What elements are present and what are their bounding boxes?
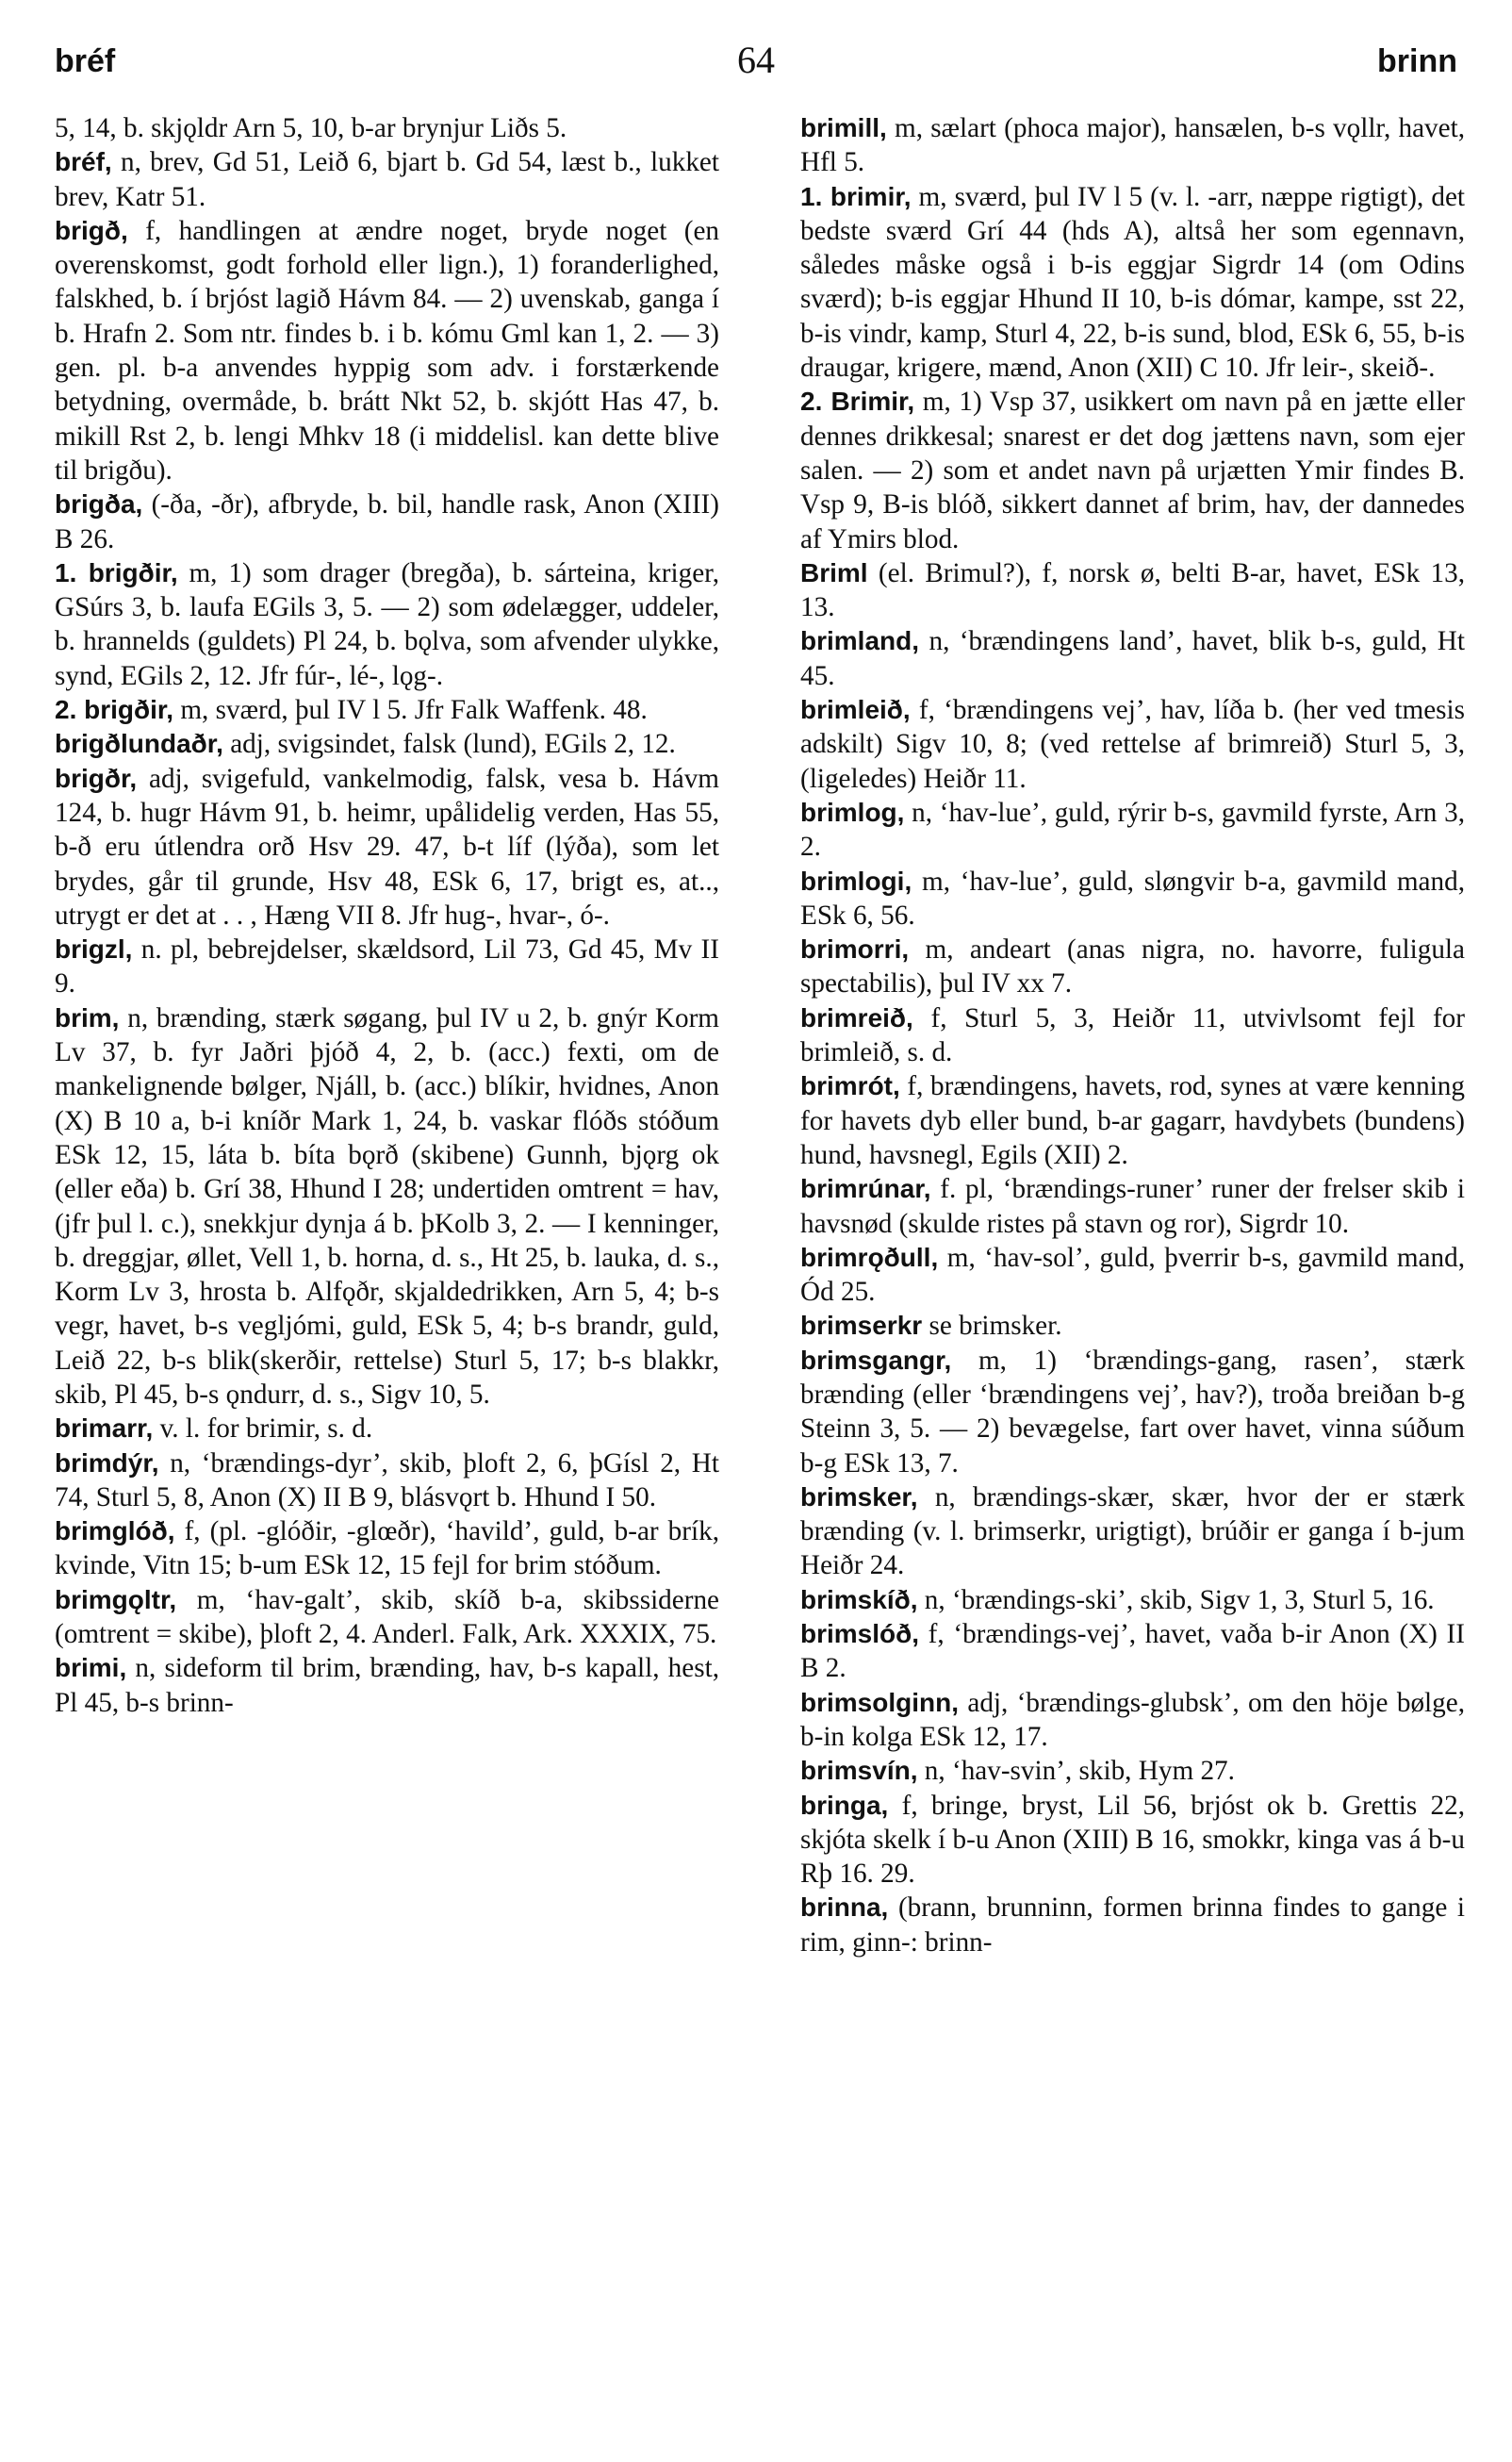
entry-definition: n, ‘hav-svin’, skib, Hym 27. bbox=[917, 1756, 1235, 1787]
dictionary-entry bbox=[55, 111, 719, 145]
right-column bbox=[800, 111, 1465, 1959]
dictionary-entry bbox=[55, 1412, 719, 1446]
entry-headword: brimglóð, bbox=[55, 1516, 175, 1546]
entry-definition: m, ‘hav-lue’, guld, sløngvir b-a, gavmild mand, ESk 6, 56. bbox=[800, 866, 1465, 931]
dictionary-entry bbox=[800, 180, 1465, 386]
page-number: 64 bbox=[737, 39, 775, 81]
entry-headword: brim, bbox=[55, 1002, 120, 1033]
entry-definition: n, ‘brændingens land’, havet, blik b-s, guld, Ht 45. bbox=[800, 626, 1465, 691]
entry-headword: brimorri, bbox=[800, 934, 910, 965]
entry-definition: n, ‘brændings-ski’, skib, Sigv 1, 3, Sturl 5, 16. bbox=[917, 1584, 1435, 1615]
dictionary-entry bbox=[800, 796, 1465, 865]
entry-definition: m, 1) ‘brændings-gang, rasen’, stærk brænding (eller ‘brændingens vej’, hav?), troða breiðan b-g Steinn 3, 5. — 2) bevægelse, fart over havet, vinna súðum b-g ESk 13, 7. bbox=[800, 1345, 1465, 1479]
entry-definition: (-ða, -ðr), afbryde, b. bil, handle rask, Anon (XIII) B 26. bbox=[55, 489, 719, 554]
entry-definition: 5, 14, b. skjǫldr Arn 5, 10, b-ar brynjur Liðs 5. bbox=[55, 113, 567, 143]
entry-definition: n. pl, bebrejdelser, skældsord, Lil 73, Gd 45, Mv II 9. bbox=[55, 934, 719, 1000]
entry-headword: brimdýr, bbox=[55, 1447, 159, 1478]
entry-headword: brigð, bbox=[55, 215, 128, 245]
entry-definition: n, ‘brændings-dyr’, skib, þloft 2, 6, þGísl 2, Ht 74, Sturl 5, 8, Anon (X) II B 9, blásvǫrt b. Hhund I 50. bbox=[55, 1447, 719, 1512]
entry-headword: 2. brigðir, bbox=[55, 695, 174, 725]
dictionary-entry bbox=[55, 1446, 719, 1515]
entry-headword: brimi, bbox=[55, 1653, 127, 1683]
dictionary-entry bbox=[800, 933, 1465, 1001]
entry-definition: (brann, brunninn, formen brinna findes to gange i rim, ginn-: brinn- bbox=[800, 1892, 1465, 1958]
entry-definition: f, ‘brændings-vej’, havet, vaða b-ir Anon (X) II B 2. bbox=[800, 1619, 1465, 1684]
entry-headword: 2. Brimir, bbox=[800, 387, 915, 417]
entry-definition: m, sværd, þul IV l 5 (v. l. -arr, næppe rigtigt), det bedste sværd Grí 44 (hds A), altså her som egennavn, således måske også i b-is eggjar Sigrdr 14 (om Odins sværd); b-is eggjar Hhund II 10, b-is dómar, kampe, sst 22, b-is vindr, kamp, Sturl 4, 22, b-is sund, blod, ESk 6, 55, b-is draugar, krigere, mænd, Anon (XII) C 10. Jfr leir-, skeið-. bbox=[800, 181, 1466, 384]
entry-headword: brigða, bbox=[55, 489, 143, 520]
dictionary-entry bbox=[800, 1480, 1465, 1583]
entry-definition: n, ‘hav-lue’, guld, rýrir b-s, gavmild fyrste, Arn 3, 2. bbox=[800, 797, 1465, 863]
header-last-word: brinn bbox=[1377, 43, 1457, 79]
entry-headword: brimsgangr, bbox=[800, 1345, 952, 1375]
entry-definition: f, Sturl 5, 3, Heiðr 11, utvivlsomt fejl for brimleið, s. d. bbox=[800, 1002, 1465, 1068]
dictionary-entry bbox=[800, 1583, 1465, 1617]
dictionary-entry bbox=[55, 145, 719, 214]
entry-headword: brigzl, bbox=[55, 934, 133, 965]
dictionary-entry bbox=[55, 1583, 719, 1652]
entry-headword: brimsker, bbox=[800, 1481, 918, 1512]
dictionary-entry bbox=[55, 1514, 719, 1583]
entry-definition: n, brev, Gd 51, Leið 6, bjart b. Gd 54, læst b., lukket brev, Katr 51. bbox=[55, 147, 719, 212]
dictionary-entry bbox=[800, 1001, 1465, 1070]
entry-headword: brimsvín, bbox=[800, 1756, 918, 1786]
dictionary-entry bbox=[55, 487, 719, 556]
entry-headword: brimsolginn, bbox=[800, 1687, 959, 1717]
entry-definition: adj, svigsindet, falsk (lund), EGils 2, 12. bbox=[222, 729, 676, 760]
dictionary-entry bbox=[800, 556, 1465, 625]
entry-headword: brimskíð, bbox=[800, 1584, 918, 1614]
running-head bbox=[55, 38, 1457, 94]
entry-definition: n, brænding, stærk søgang, þul IV u 2, b. gnýr Korm Lv 37, b. fyr Jaðri þjóð 4, 2, b. (acc.) fexti, om de mankelignende bølger, Njáll, b. (acc.) blíkir, hvidnes, Anon (X) B 10 a, b-i kníðr Mark 1, 24, b. vaskar flóðs stóðum ESk 12, 15, láta b. bíta bǫrð (skibene) Gunnh, bjǫrg ok (eller eða) b. Grí 38, Hhund I 28; undertiden omtrent = hav, (jfr þul l. c.), snekkjur dynja á b. þKolb 3, 2. — I kenninger, b. dreggjar, øllet, Vell 1, b. horna, d. s., Ht 25, b. lauka, d. s., Korm Lv 3, hrosta b. Alfǫðr, skjaldedrikken, Arn 5, 4; b-s vegr, havet, b-s vegljómi, guld, ESk 5, 4; b-s brandr, guld, Leið 22, b-s blik(skerðir, rettelse) Sturl 5, 17; b-s blakkr, skib, Pl 45, b-s ǫndurr, d. s., Sigv 10, 5. bbox=[55, 1002, 719, 1410]
entry-definition: m, ‘hav-sol’, guld, þverrir b-s, gavmild mand, Ód 25. bbox=[800, 1242, 1465, 1308]
entry-definition: f. pl, ‘brændings-runer’ runer der frelser skib i havsnød (skulde ristes på stavn og ror), Sigrdr 10. bbox=[800, 1174, 1465, 1239]
dictionary-entry bbox=[800, 1617, 1465, 1686]
dictionary-entry bbox=[800, 1686, 1465, 1755]
dictionary-entry bbox=[800, 1241, 1465, 1310]
dictionary-entry bbox=[55, 727, 719, 761]
entry-definition: v. l. for brimir, s. d. bbox=[153, 1413, 373, 1445]
entry-headword: bréf, bbox=[55, 147, 112, 177]
dictionary-entry bbox=[55, 693, 719, 727]
dictionary-entry bbox=[800, 865, 1465, 934]
entry-definition: m, sværd, þul IV l 5. Jfr Falk Waffenk. 48. bbox=[173, 695, 648, 726]
entry-definition: m, sælart (phoca major), hansælen, b-s vǫllr, havet, Hfl 5. bbox=[800, 113, 1465, 178]
entry-headword: bringa, bbox=[800, 1790, 889, 1820]
dictionary-entry bbox=[800, 1754, 1465, 1788]
entry-headword: brimarr, bbox=[55, 1413, 154, 1444]
dictionary-entry bbox=[800, 111, 1465, 180]
entry-headword: brimslóð, bbox=[800, 1619, 920, 1649]
entry-definition: f, (pl. -glóðir, -glœðr), ‘havild’, guld, b-ar brík, kvinde, Vitn 15; b-um ESk 12, 15 fejl for brim stóðum. bbox=[55, 1516, 719, 1581]
dictionary-entry bbox=[800, 624, 1465, 693]
dictionary-entry bbox=[55, 762, 719, 933]
entry-definition: m, ‘hav-galt’, skib, skíð b-a, skibssiderne (omtrent = skibe), þloft 2, 4. Anderl. Falk, Ark. XXXIX, 75. bbox=[55, 1584, 719, 1650]
entry-definition: n, brændings-skær, skær, hvor der er stærk brænding (v. l. brimserkr, urigtigt), brúðir er ganga í b-jum Heiðr 24. bbox=[800, 1481, 1465, 1581]
left-column bbox=[55, 111, 719, 1720]
dictionary-entry bbox=[800, 1891, 1465, 1959]
entry-headword: brimill, bbox=[800, 113, 887, 142]
entry-definition: n, sideform til brim, brænding, hav, b-s kapall, hest, Pl 45, b-s brinn- bbox=[55, 1653, 719, 1718]
entry-definition: (el. Brimul?), f, norsk ø, belti B-ar, havet, ESk 13, 13. bbox=[800, 557, 1465, 623]
dictionary-entry bbox=[800, 1069, 1465, 1172]
entry-definition: f, bringe, bryst, Lil 56, brjóst ok b. Grettis 22, skjóta skelk í b-u Anon (XIII) B 16, smokkr, kinga vas á b-u Rþ 16. 29. bbox=[800, 1790, 1465, 1890]
entry-headword: brinna, bbox=[800, 1892, 889, 1923]
entry-headword: brimserkr bbox=[800, 1311, 923, 1341]
entry-definition: m, 1) som drager (bregða), b. sárteina, kriger, GSúrs 3, b. laufa EGils 3, 5. — 2) som ødelægger, uddeler, b. hrannelds (guldets) Pl 24, b. bǫlva, som afvender ulykke, synd, EGils 2, 12. Jfr fúr-, lé-, lǫg-. bbox=[55, 557, 719, 691]
entry-definition: se brimsker. bbox=[922, 1311, 1062, 1342]
entry-definition: adj, svigefuld, vankelmodig, falsk, vesa b. Hávm 124, b. hugr Hávm 91, b. heimr, upålidelig verden, Has 55, b-ð eru útlendra orð Hsv 29. 47, b-t líf (lýða), som let brydes, går til grunde, Hsv 48, ESk 6, 17, brigt es, at.., utrygt er det at . . , Hæng VII 8. Jfr hug-, hvar-, ó-. bbox=[55, 763, 719, 931]
header-first-word: bréf bbox=[55, 43, 116, 79]
entry-headword: brigðlundaðr, bbox=[55, 729, 223, 759]
entry-headword: Briml bbox=[800, 557, 868, 587]
dictionary-entry bbox=[800, 1344, 1465, 1480]
entry-headword: 1. brimir, bbox=[800, 181, 912, 211]
dictionary-entry bbox=[800, 1172, 1465, 1241]
entry-headword: brimland, bbox=[800, 626, 920, 656]
dictionary-entry bbox=[55, 933, 719, 1001]
entry-headword: brimlog, bbox=[800, 797, 905, 827]
entry-definition: f, ‘brændingens vej’, hav, líða b. (her ved tmesis adskilt) Sigv 10, 8; (ved rettelse af brimreið) Sturl 5, 3, (ligeledes) Heiðr 11. bbox=[800, 695, 1465, 794]
entry-headword: brimrúnar, bbox=[800, 1174, 931, 1204]
entry-definition: adj, ‘brændings-glubsk’, om den höje bølge, b-in kolga ESk 12, 17. bbox=[800, 1687, 1465, 1752]
entry-headword: brimgǫltr, bbox=[55, 1584, 177, 1614]
dictionary-entry bbox=[55, 556, 719, 693]
dictionary-entry bbox=[55, 1651, 719, 1720]
dictionary-entry bbox=[800, 1309, 1465, 1343]
entry-definition: f, handlingen at ændre noget, bryde noget (en overenskomst, godt forhold eller lign.), 1) foranderlighed, falskhed, b. í brjóst lagið Hávm 84. — 2) uvenskab, ganga í b. Hrafn 2. Som ntr. findes b. i b. kómu Gml kan 1, 2. — 3) gen. pl. b-a anvendes hyppig som adv. i forstærkende betydning, overmåde, b. brátt Nkt 52, b. skjótt Has 47, b. mikill Rst 2, b. lengi Mhkv 18 (i middelisl. kan dette blive til brigðu). bbox=[55, 215, 719, 486]
entry-headword: brimlogi, bbox=[800, 866, 912, 896]
entry-definition: m, andeart (anas nigra, no. havorre, fuligula spectabilis), þul IV xx 7. bbox=[800, 934, 1465, 1000]
entry-headword: brimreið, bbox=[800, 1002, 913, 1033]
entry-headword: 1. brigðir, bbox=[55, 557, 178, 587]
entry-headword: brimrót, bbox=[800, 1071, 900, 1101]
dictionary-entry bbox=[800, 1789, 1465, 1892]
dictionary-entry bbox=[800, 385, 1465, 555]
entry-headword: brigðr, bbox=[55, 763, 138, 793]
entry-definition: m, 1) Vsp 37, usikkert om navn på en jætte eller dennes drikkesal; snarest er det dog jættens navn, som ejer salen. — 2) som et andet navn på urjætten Ymir findes B. Vsp 9, B-is blóð, sikkert dannet af brim, hav, der dannedes af Ymirs blod. bbox=[800, 387, 1465, 554]
entry-headword: brimrǫðull, bbox=[800, 1242, 939, 1272]
entry-definition: f, brændingens, havets, rod, synes at være kenning for havets dyb eller bund, b-ar gagarr, havdybets (bundens) hund, havsnegl, Egils (XII) 2. bbox=[800, 1071, 1465, 1170]
dictionary-entry bbox=[800, 693, 1465, 796]
entry-headword: brimleið, bbox=[800, 695, 911, 725]
dictionary-entry bbox=[55, 214, 719, 487]
dictionary-entry bbox=[55, 1001, 719, 1413]
